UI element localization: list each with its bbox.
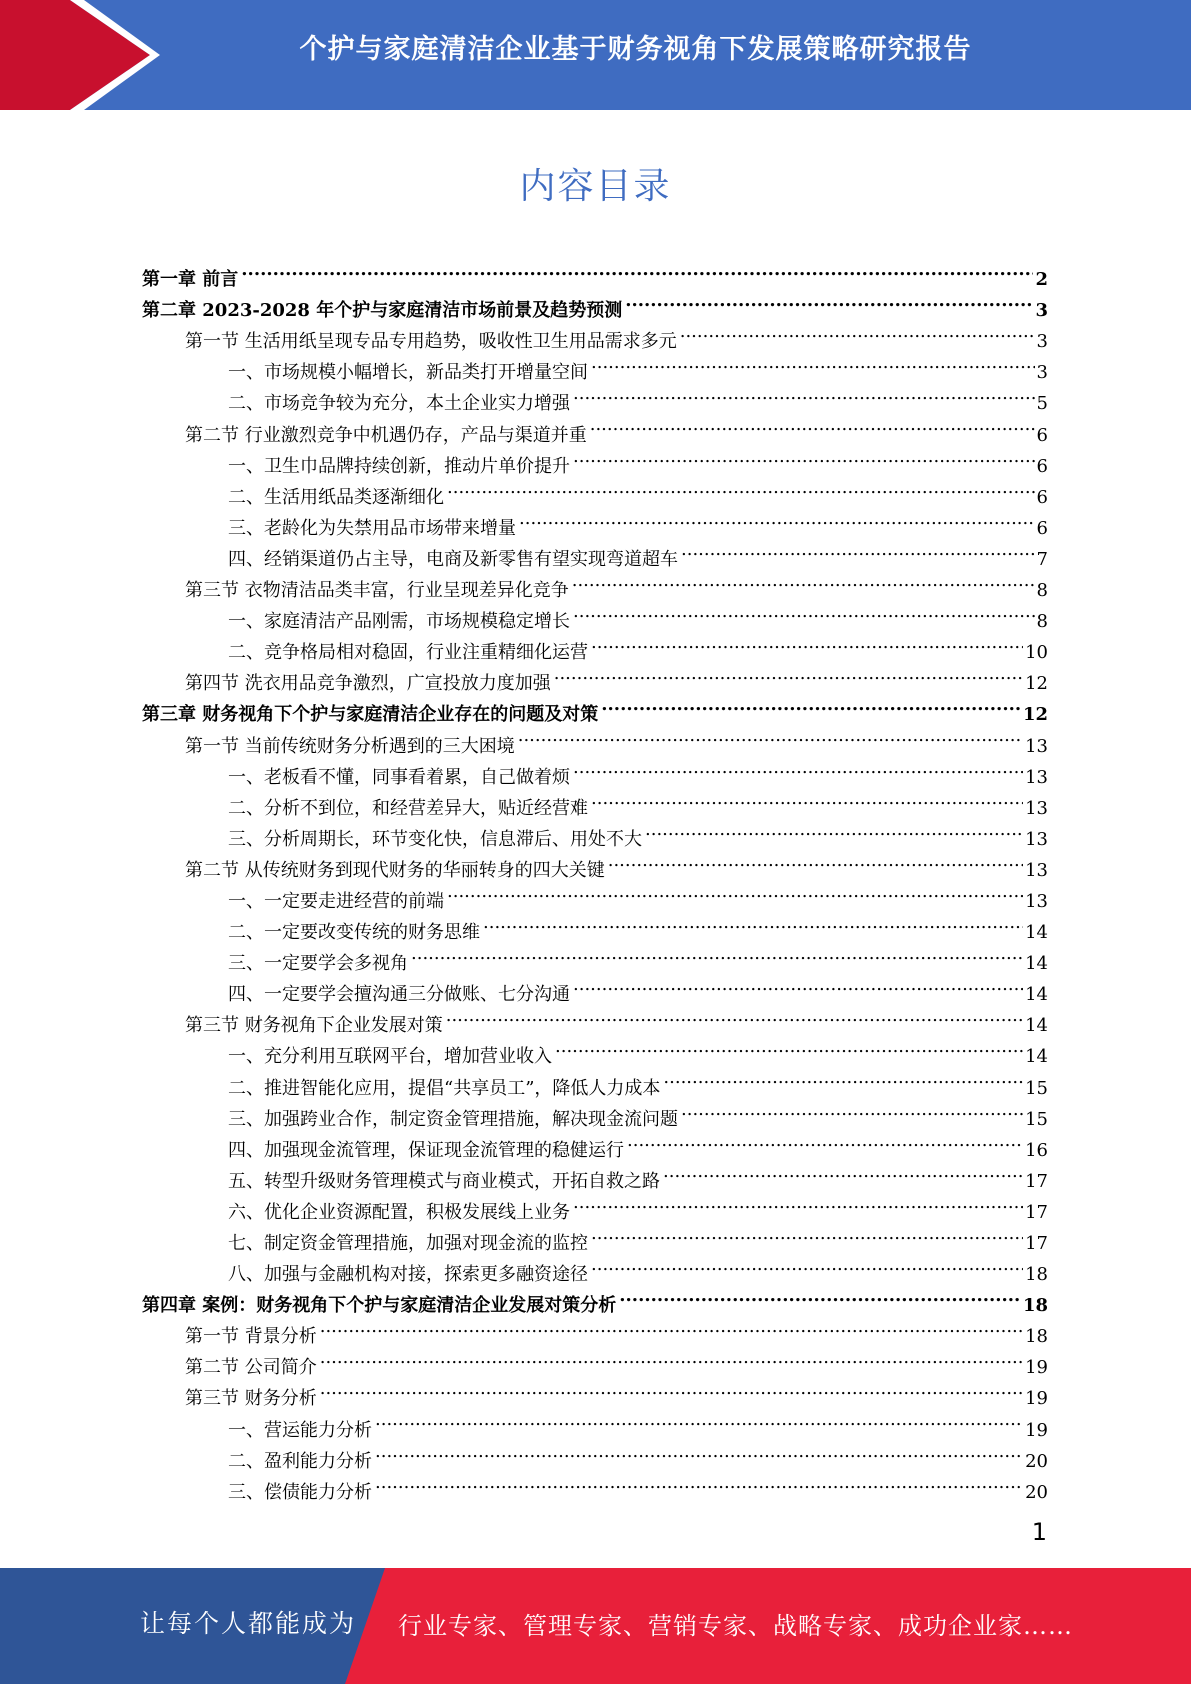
dot-leader xyxy=(608,845,1023,876)
header-banner xyxy=(0,0,1191,110)
dot-leader xyxy=(320,1342,1023,1373)
toc-entry-page: 17 xyxy=(1025,1233,1048,1254)
toc-entry-page: 8 xyxy=(1036,611,1048,633)
toc-entry[interactable] xyxy=(142,254,1048,291)
toc-entry-page: 20 xyxy=(1025,1450,1048,1472)
toc-entry-title: 第一节 当前传统财务分析遇到的三大困境 xyxy=(185,735,515,757)
dot-leader xyxy=(591,347,1035,378)
dot-leader xyxy=(573,378,1035,409)
toc-entry-page: 14 xyxy=(1025,1015,1048,1037)
toc-entry-page: 13 xyxy=(1025,828,1048,850)
toc-entry-title: 三、加强跨业合作，制定资金管理措施，解决现金流问题 xyxy=(228,1108,678,1130)
toc-entry-page: 12 xyxy=(1022,704,1048,726)
toc-entry-title: 第二节 行业激烈竞争中机遇仍存，产品与渠道并重 xyxy=(185,424,587,446)
toc-entry-page: 10 xyxy=(1025,642,1048,664)
toc-entry-title: 第三节 财务分析 xyxy=(185,1388,317,1410)
dot-leader xyxy=(320,1373,1023,1404)
toc-entry-page: 3 xyxy=(1036,362,1048,384)
dot-leader xyxy=(375,1404,1023,1435)
chevron-arrow-icon xyxy=(0,0,160,110)
page-number: 1 xyxy=(1031,1518,1047,1546)
toc-entry-title: 三、一定要学会多视角 xyxy=(228,953,408,975)
dot-leader xyxy=(375,1436,1023,1467)
dot-leader xyxy=(375,1467,1023,1498)
report-title: 个护与家庭清洁企业基于财务视角下发展策略研究报告 xyxy=(299,34,972,65)
dot-leader xyxy=(591,1249,1023,1280)
dot-leader xyxy=(619,1280,1021,1311)
toc-entry-page: 6 xyxy=(1036,455,1048,477)
toc-entry-page: 13 xyxy=(1025,735,1048,757)
dot-leader xyxy=(681,1094,1023,1125)
toc-entry-title: 第四章 案例：财务视角下个护与家庭清洁企业发展对策分析 xyxy=(142,1295,617,1317)
toc-entry-page: 6 xyxy=(1036,517,1048,539)
toc-entry-title: 一、老板看不懂，同事看着累，自己做着烦 xyxy=(228,766,570,788)
toc-entry-page: 3 xyxy=(1036,331,1048,353)
dot-leader xyxy=(591,627,1023,658)
toc-entry-title: 第三章 财务视角下个护与家庭清洁企业存在的问题及对策 xyxy=(142,704,599,726)
toc-entry-title: 第四节 洗衣用品竞争激烈，广宣投放力度加强 xyxy=(185,673,551,695)
dot-leader xyxy=(519,503,1035,534)
dot-leader xyxy=(518,720,1023,751)
dot-leader xyxy=(573,752,1023,783)
toc-entry-page: 3 xyxy=(1035,300,1048,322)
dot-leader xyxy=(554,658,1023,689)
toc-entry-page: 18 xyxy=(1025,1326,1048,1348)
toc-entry-title: 第二节 从传统财务到现代财务的华丽转身的四大关键 xyxy=(185,859,605,881)
toc-entry-title: 第二节 公司简介 xyxy=(185,1357,317,1379)
dot-leader xyxy=(681,534,1035,565)
toc-entry-page: 19 xyxy=(1025,1419,1048,1441)
toc-entry-page: 13 xyxy=(1025,859,1048,881)
toc-entry-title: 四、经销渠道仍占主导，电商及新零售有望实现弯道超车 xyxy=(228,548,678,570)
dot-leader xyxy=(573,1187,1023,1218)
toc-entry-page: 14 xyxy=(1025,1046,1048,1068)
toc-entry-title: 第三节 衣物清洁品类丰富，行业呈现差异化竞争 xyxy=(185,580,569,602)
footer-slogan-left: 让每个人都能成为 xyxy=(140,1609,357,1638)
toc-entry-title: 二、一定要改变传统的财务思维 xyxy=(228,922,480,944)
toc-entry-page: 15 xyxy=(1025,1077,1048,1099)
toc-entry-title: 八、加强与金融机构对接，探索更多融资途径 xyxy=(228,1264,588,1286)
dot-leader xyxy=(590,409,1035,440)
toc-entry-title: 一、市场规模小幅增长，新品类打开增量空间 xyxy=(228,362,588,384)
dot-leader xyxy=(645,814,1023,845)
toc-entry-page: 14 xyxy=(1025,922,1048,944)
toc-entry-page: 14 xyxy=(1025,953,1048,975)
dot-leader xyxy=(573,596,1035,627)
toc-entry-title: 二、盈利能力分析 xyxy=(228,1450,372,1472)
toc-entry-title: 第一节 生活用纸呈现专品专用趋势，吸收性卫生用品需求多元 xyxy=(185,331,677,353)
toc-entry-title: 一、营运能力分析 xyxy=(228,1419,372,1441)
dot-leader xyxy=(411,938,1023,969)
toc-entry-page: 20 xyxy=(1025,1481,1048,1503)
toc-entry-title: 第一节 背景分析 xyxy=(185,1326,317,1348)
toc-entry-title: 五、转型升级财务管理模式与商业模式，开拓自救之路 xyxy=(228,1170,660,1192)
toc-entry-page: 8 xyxy=(1036,580,1048,602)
dot-leader xyxy=(447,472,1035,503)
toc-entry-title: 第三节 财务视角下企业发展对策 xyxy=(185,1015,443,1037)
toc-entry-title: 第二章 2023-2028 年个护与家庭清洁市场前景及趋势预测 xyxy=(142,300,623,322)
toc-entry-page: 16 xyxy=(1025,1139,1048,1161)
toc-entry-title: 一、一定要走进经营的前端 xyxy=(228,890,444,912)
toc-entry-page: 6 xyxy=(1036,424,1048,446)
toc-entry-page: 13 xyxy=(1025,890,1048,912)
toc-entry-page: 13 xyxy=(1025,797,1048,819)
toc-entry-title: 二、推进智能化应用，提倡“共享员工”，降低人力成本 xyxy=(228,1077,661,1099)
toc-entry-title: 三、老龄化为失禁用品市场带来增量 xyxy=(228,517,516,539)
footer-slogan-right: 行业专家、管理专家、营销专家、战略专家、成功企业家…… xyxy=(398,1612,1073,1640)
toc-entry-page: 12 xyxy=(1025,673,1048,695)
dot-leader xyxy=(627,1125,1023,1156)
toc-entry-page: 6 xyxy=(1036,486,1048,508)
table-of-contents xyxy=(142,254,1048,1503)
dot-leader xyxy=(591,783,1023,814)
toc-entry-page: 18 xyxy=(1022,1295,1048,1317)
toc-entry-page: 18 xyxy=(1025,1264,1048,1286)
dot-leader xyxy=(591,1218,1023,1249)
dot-leader xyxy=(573,969,1023,1000)
dot-leader xyxy=(320,1311,1023,1342)
toc-entry-page: 19 xyxy=(1025,1357,1048,1379)
dot-leader xyxy=(625,285,1033,316)
toc-entry-page: 19 xyxy=(1025,1388,1048,1410)
toc-entry-page: 7 xyxy=(1036,548,1048,570)
toc-entry-title: 二、竞争格局相对稳固，行业注重精细化运营 xyxy=(228,642,588,664)
dot-leader xyxy=(447,876,1023,907)
toc-entry-page: 2 xyxy=(1035,269,1048,291)
toc-entry-title: 第一章 前言 xyxy=(142,269,239,291)
toc-entry-page: 17 xyxy=(1025,1201,1048,1223)
toc-entry-page: 13 xyxy=(1025,766,1048,788)
toc-entry-title: 一、充分利用互联网平台，增加营业收入 xyxy=(228,1046,552,1068)
dot-leader xyxy=(446,1000,1023,1031)
dot-leader xyxy=(573,441,1035,472)
toc-entry-page: 15 xyxy=(1025,1108,1048,1130)
toc-entry-page: 5 xyxy=(1036,393,1048,415)
dot-leader xyxy=(572,565,1035,596)
dot-leader xyxy=(663,1156,1023,1187)
dot-leader xyxy=(241,254,1033,285)
toc-entry-title: 二、分析不到位，和经营差异大，贴近经营难 xyxy=(228,797,588,819)
toc-entry-title: 二、市场竞争较为充分，本土企业实力增强 xyxy=(228,393,570,415)
toc-entry-title: 三、分析周期长，环节变化快，信息滞后、用处不大 xyxy=(228,828,642,850)
toc-entry-title: 二、生活用纸品类逐渐细化 xyxy=(228,486,444,508)
toc-entry-title: 一、卫生巾品牌持续创新，推动片单价提升 xyxy=(228,455,570,477)
toc-entry-title: 四、一定要学会擅沟通三分做账、七分沟通 xyxy=(228,984,570,1006)
dot-leader xyxy=(555,1031,1023,1062)
toc-entry-title: 四、加强现金流管理，保证现金流管理的稳健运行 xyxy=(228,1139,624,1161)
toc-entry-title: 七、制定资金管理措施，加强对现金流的监控 xyxy=(228,1233,588,1254)
toc-entry-title: 六、优化企业资源配置，积极发展线上业务 xyxy=(228,1201,570,1223)
dot-leader xyxy=(483,907,1023,938)
toc-entry-title: 一、家庭清洁产品刚需，市场规模稳定增长 xyxy=(228,611,570,633)
toc-entry[interactable] xyxy=(142,285,1048,322)
dot-leader xyxy=(680,316,1035,347)
toc-heading: 内容目录 xyxy=(519,166,672,207)
dot-leader xyxy=(663,1062,1023,1093)
toc-entry-title: 三、偿债能力分析 xyxy=(228,1481,372,1503)
footer-banner xyxy=(0,1568,1191,1684)
toc-entry-page: 14 xyxy=(1025,984,1048,1006)
dot-leader xyxy=(601,689,1021,720)
toc-entry-page: 17 xyxy=(1025,1170,1048,1192)
